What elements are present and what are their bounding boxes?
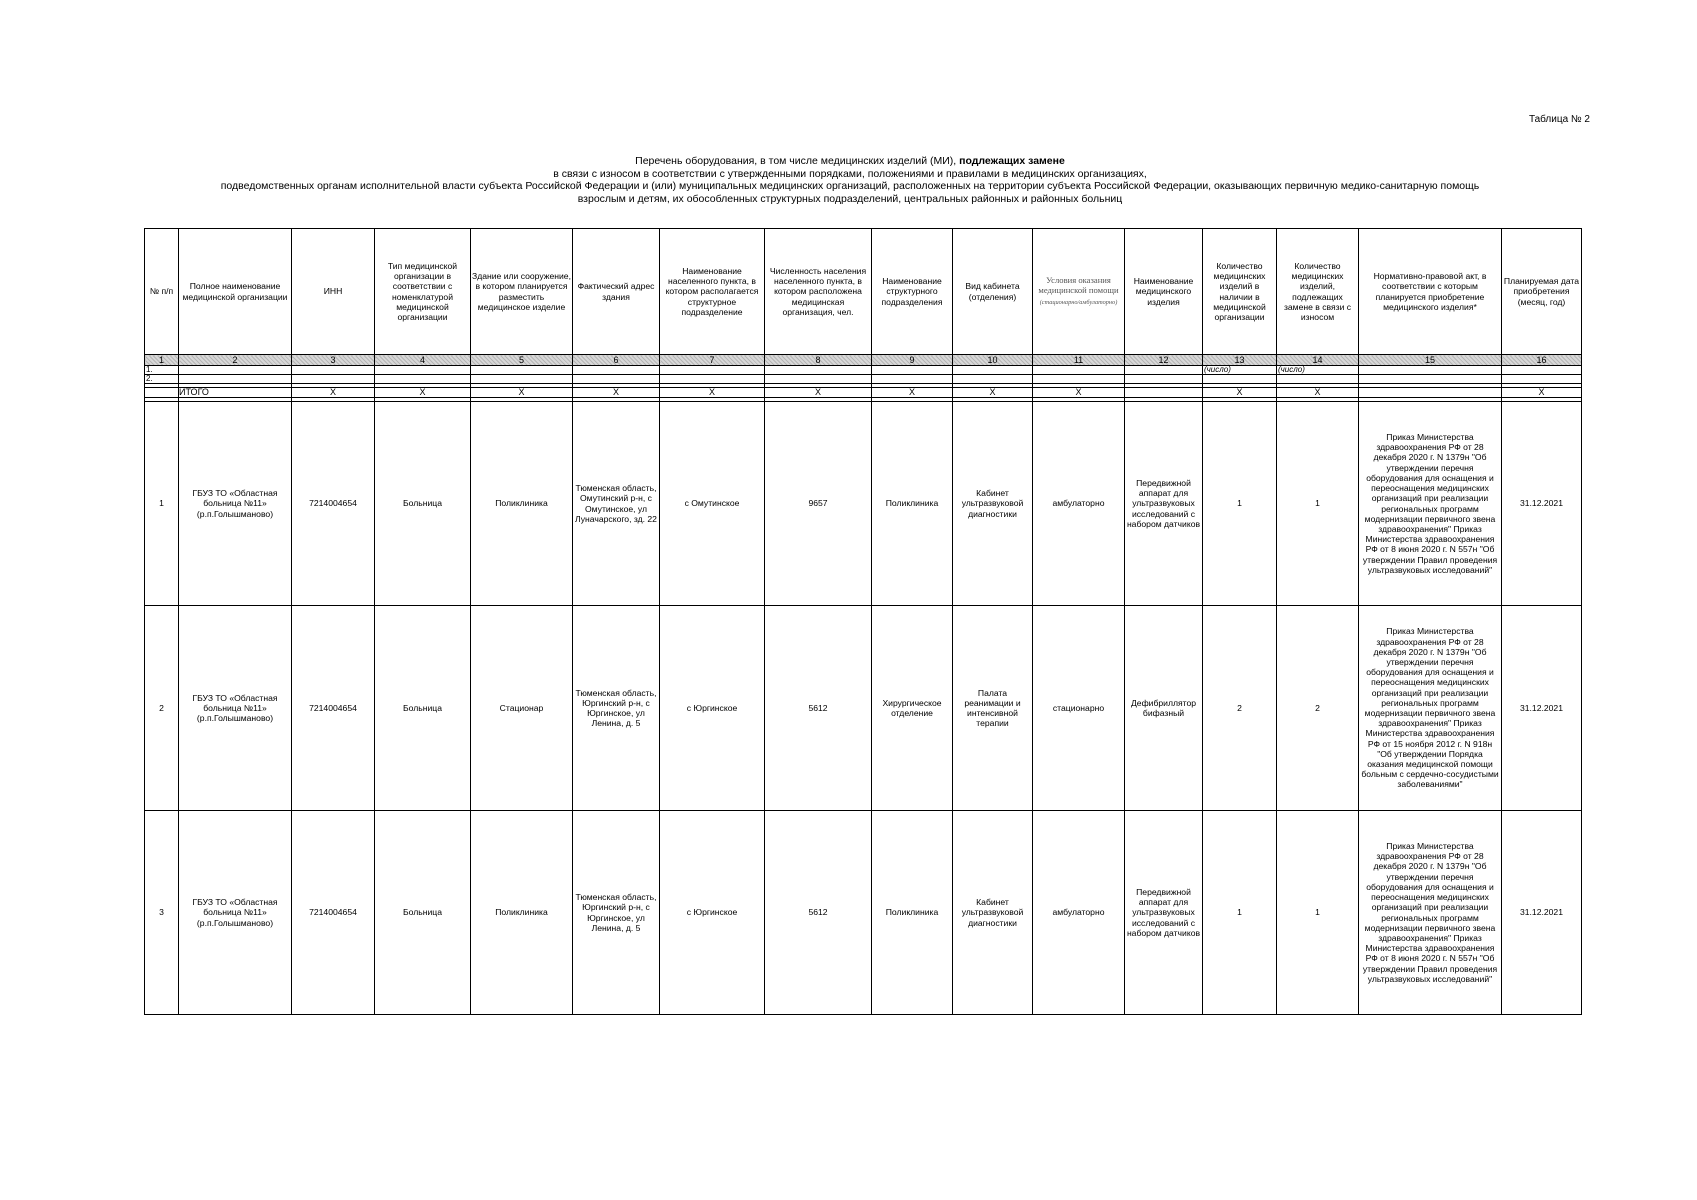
header-cell: Наименование медицинского изделия [1125, 229, 1203, 355]
header-cell: Полное наименование медицинской организации [179, 229, 292, 355]
cabinet-type: Кабинет ультразвуковой диагностики [953, 402, 1033, 606]
org-type: Больница [375, 606, 471, 811]
qty-to-replace: 1 [1277, 811, 1359, 1015]
qty-to-replace: 2 [1277, 606, 1359, 811]
column-number: 6 [573, 355, 660, 366]
structural-unit: Хирургическое отделение [872, 606, 953, 811]
qty-placeholder: (число) [1203, 366, 1277, 375]
column-number: 10 [953, 355, 1033, 366]
structural-unit: Поликлиника [872, 402, 953, 606]
building: Стационар [471, 606, 573, 811]
total-x: Х [375, 388, 471, 398]
table-cell [179, 375, 292, 384]
table-cell [292, 366, 375, 375]
table-cell [1033, 375, 1125, 384]
column-number-row [145, 355, 1582, 366]
total-x: Х [1502, 388, 1582, 398]
total-x: Х [660, 388, 765, 398]
structural-unit: Поликлиника [872, 811, 953, 1015]
column-number: 11 [1033, 355, 1125, 366]
cabinet-type: Кабинет ультразвуковой диагностики [953, 811, 1033, 1015]
care-conditions: амбулаторно [1033, 402, 1125, 606]
device-name: Передвижной аппарат для ультразвуковых исследований с набором датчиков [1125, 402, 1203, 606]
qty-available: 2 [1203, 606, 1277, 811]
population: 5612 [765, 811, 872, 1015]
header-cell: Количество медицинских изделий, подлежащих замене в связи с износом [1277, 229, 1359, 355]
table-number: Таблица № 2 [1528, 114, 1590, 125]
table-cell [953, 375, 1033, 384]
population: 9657 [765, 402, 872, 606]
planned-date: 31.12.2021 [1502, 606, 1582, 811]
qty-available: 1 [1203, 402, 1277, 606]
settlement: с Юргинское [660, 811, 765, 1015]
title-line-1 [140, 155, 1560, 168]
total-label: ИТОГО [179, 388, 292, 398]
column-number: 9 [872, 355, 953, 366]
total-x: Х [872, 388, 953, 398]
org-name: ГБУЗ ТО «Областная больница №11» (р.п.Голышманово) [179, 606, 292, 811]
table-cell [573, 366, 660, 375]
total-x: Х [1033, 388, 1125, 398]
table-cell [660, 366, 765, 375]
table-cell [1125, 388, 1203, 398]
header-cell: Наименование структурного подразделения [872, 229, 953, 355]
planned-date: 31.12.2021 [1502, 402, 1582, 606]
population: 5612 [765, 606, 872, 811]
header-cell: Количество медицинских изделий в наличии в медицинской организации [1203, 229, 1277, 355]
inn: 7214004654 [292, 811, 375, 1015]
table-cell [471, 375, 573, 384]
table-cell [292, 375, 375, 384]
header-cell-conditions-sub: (стационарно/амбулаторно) [1039, 298, 1118, 306]
header-cell [1033, 229, 1125, 355]
inn: 7214004654 [292, 402, 375, 606]
address: Тюменская область, Юргинский р-н, с Юргинское, ул Ленина, д. 5 [573, 811, 660, 1015]
building: Поликлиника [471, 402, 573, 606]
column-number: 4 [375, 355, 471, 366]
table-cell [1359, 388, 1502, 398]
row-number: 2 [145, 606, 179, 811]
title-line-1-bold: подлежащих замене [959, 155, 1065, 167]
header-cell: Тип медицинской организации в соответствии с номенклатурой медицинской организации [375, 229, 471, 355]
legal-act: Приказ Министерства здравоохранения РФ от 28 декабря 2020 г. N 1379н "Об утверждении перечня оборудования для оснащения и переоснащения медицинских организаций при реализации региональных программ модернизации первичного звена здравоохранения" Приказ Министерства здравоохранения РФ от 15 ноября 2012 г. N 918н "Об утверждении Порядка оказания медицинской помощи больным с сердечно-сосудистыми заболеваниями" [1359, 606, 1502, 811]
org-name: ГБУЗ ТО «Областная больница №11» (р.п.Голышманово) [179, 402, 292, 606]
table-cell [1033, 366, 1125, 375]
title-line-2: в связи с износом в соответствии с утвержденными порядками, положениями и правилами в медицинских организациях, [553, 167, 1147, 180]
settlement: с Омутинское [660, 402, 765, 606]
header-cell: Наименование населенного пункта, в котором располагается структурное подразделение [660, 229, 765, 355]
device-name: Дефибриллятор бифазный [1125, 606, 1203, 811]
table-cell [471, 366, 573, 375]
header-cell: № п/п [145, 229, 179, 355]
total-x: Х [953, 388, 1033, 398]
template-row-number: 1. [145, 366, 179, 375]
column-number: 3 [292, 355, 375, 366]
total-x: Х [1203, 388, 1277, 398]
header-cell: Фактический адрес здания [573, 229, 660, 355]
building: Поликлиника [471, 811, 573, 1015]
qty-to-replace: 1 [1277, 402, 1359, 606]
header-cell-conditions: Условия оказания медицинской помощи [1038, 275, 1119, 296]
table-row [145, 402, 1582, 606]
address: Тюменская область, Омутинский р-н, с Омутинское, ул Луначарского, зд. 22 [573, 402, 660, 606]
column-number: 5 [471, 355, 573, 366]
template-row-number: 2. [145, 375, 179, 384]
table-cell [573, 375, 660, 384]
table-cell [375, 366, 471, 375]
total-x: Х [573, 388, 660, 398]
table-cell [765, 366, 872, 375]
total-row [145, 388, 1582, 398]
total-x: Х [471, 388, 573, 398]
settlement: с Юргинское [660, 606, 765, 811]
title-line-1-text: Перечень оборудования, в том числе медицинских изделий (МИ), [635, 155, 960, 167]
column-number: 2 [179, 355, 292, 366]
row-number: 1 [145, 402, 179, 606]
header-cell: Численность населения населенного пункта, в котором расположена медицинская организация, чел. [765, 229, 872, 355]
header-cell: Вид кабинета (отделения) [953, 229, 1033, 355]
table-cell [765, 375, 872, 384]
table-cell [1277, 375, 1359, 384]
table-cell [1203, 375, 1277, 384]
org-type: Больница [375, 811, 471, 1015]
row-number: 3 [145, 811, 179, 1015]
org-type: Больница [375, 402, 471, 606]
equipment-table [144, 228, 1582, 1015]
header-cell: ИНН [292, 229, 375, 355]
title-line-4: взрослым и детям, их обособленных структурных подразделений, центральных районных и районных больниц [577, 192, 1123, 205]
table-cell [375, 375, 471, 384]
org-name: ГБУЗ ТО «Областная больница №11» (р.п.Голышманово) [179, 811, 292, 1015]
table-row [145, 811, 1582, 1015]
table-cell [1502, 375, 1582, 384]
column-number: 15 [1359, 355, 1502, 366]
address: Тюменская область, Юргинский р-н, с Юргинское, ул Ленина, д. 5 [573, 606, 660, 811]
table-cell [872, 375, 953, 384]
table-cell [953, 366, 1033, 375]
table-cell [1359, 375, 1502, 384]
table-cell [1502, 366, 1582, 375]
header-row [145, 229, 1582, 355]
care-conditions: амбулаторно [1033, 811, 1125, 1015]
header-cell: Нормативно-правовой акт, в соответствии с которым планируется приобретение медицинского изделия* [1359, 229, 1502, 355]
total-x: Х [1277, 388, 1359, 398]
template-row-1 [145, 366, 1582, 375]
qty-placeholder: (число) [1277, 366, 1359, 375]
column-number: 1 [145, 355, 179, 366]
column-number: 14 [1277, 355, 1359, 366]
title-line-3: подведомственных органам исполнительной власти субъекта Российской Федерации и (или) муниципальных медицинских организаций, расположенных на территории субъекта Российской Федерации, оказывающих первичную медико-санитарную помощь [220, 180, 1480, 192]
header-cell: Здание или сооружение, в котором планируется разместить медицинское изделие [471, 229, 573, 355]
table-cell [872, 366, 953, 375]
column-number: 7 [660, 355, 765, 366]
document-title [140, 155, 1560, 205]
planned-date: 31.12.2021 [1502, 811, 1582, 1015]
table-cell [1125, 366, 1203, 375]
header-cell: Планируемая дата приобретения (месяц, год) [1502, 229, 1582, 355]
column-number: 12 [1125, 355, 1203, 366]
care-conditions: стационарно [1033, 606, 1125, 811]
legal-act: Приказ Министерства здравоохранения РФ от 28 декабря 2020 г. N 1379н "Об утверждении перечня оборудования для оснащения и переоснащения медицинских организаций при реализации региональных программ модернизации первичного звена здравоохранения" Приказ Министерства здравоохранения РФ от 8 июня 2020 г. N 557н "Об утверждении Правил проведения ультразвуковых исследований" [1359, 811, 1502, 1015]
table-row [145, 606, 1582, 811]
table-cell [1125, 375, 1203, 384]
table-cell [1359, 366, 1502, 375]
inn: 7214004654 [292, 606, 375, 811]
column-number: 8 [765, 355, 872, 366]
column-number: 13 [1203, 355, 1277, 366]
device-name: Передвижной аппарат для ультразвуковых исследований с набором датчиков [1125, 811, 1203, 1015]
template-row-2 [145, 375, 1582, 384]
qty-available: 1 [1203, 811, 1277, 1015]
total-x: Х [765, 388, 872, 398]
column-number: 16 [1502, 355, 1582, 366]
cabinet-type: Палата реанимации и интенсивной терапии [953, 606, 1033, 811]
total-x: Х [292, 388, 375, 398]
legal-act: Приказ Министерства здравоохранения РФ от 28 декабря 2020 г. N 1379н "Об утверждении перечня оборудования для оснащения и переоснащения медицинских организаций при реализации региональных программ модернизации первичного звена здравоохранения" Приказ Министерства здравоохранения РФ от 8 июня 2020 г. N 557н "Об утверждении Правил проведения ультразвуковых исследований" [1359, 402, 1502, 606]
table-cell [660, 375, 765, 384]
table-cell [145, 388, 179, 398]
table-cell [179, 366, 292, 375]
